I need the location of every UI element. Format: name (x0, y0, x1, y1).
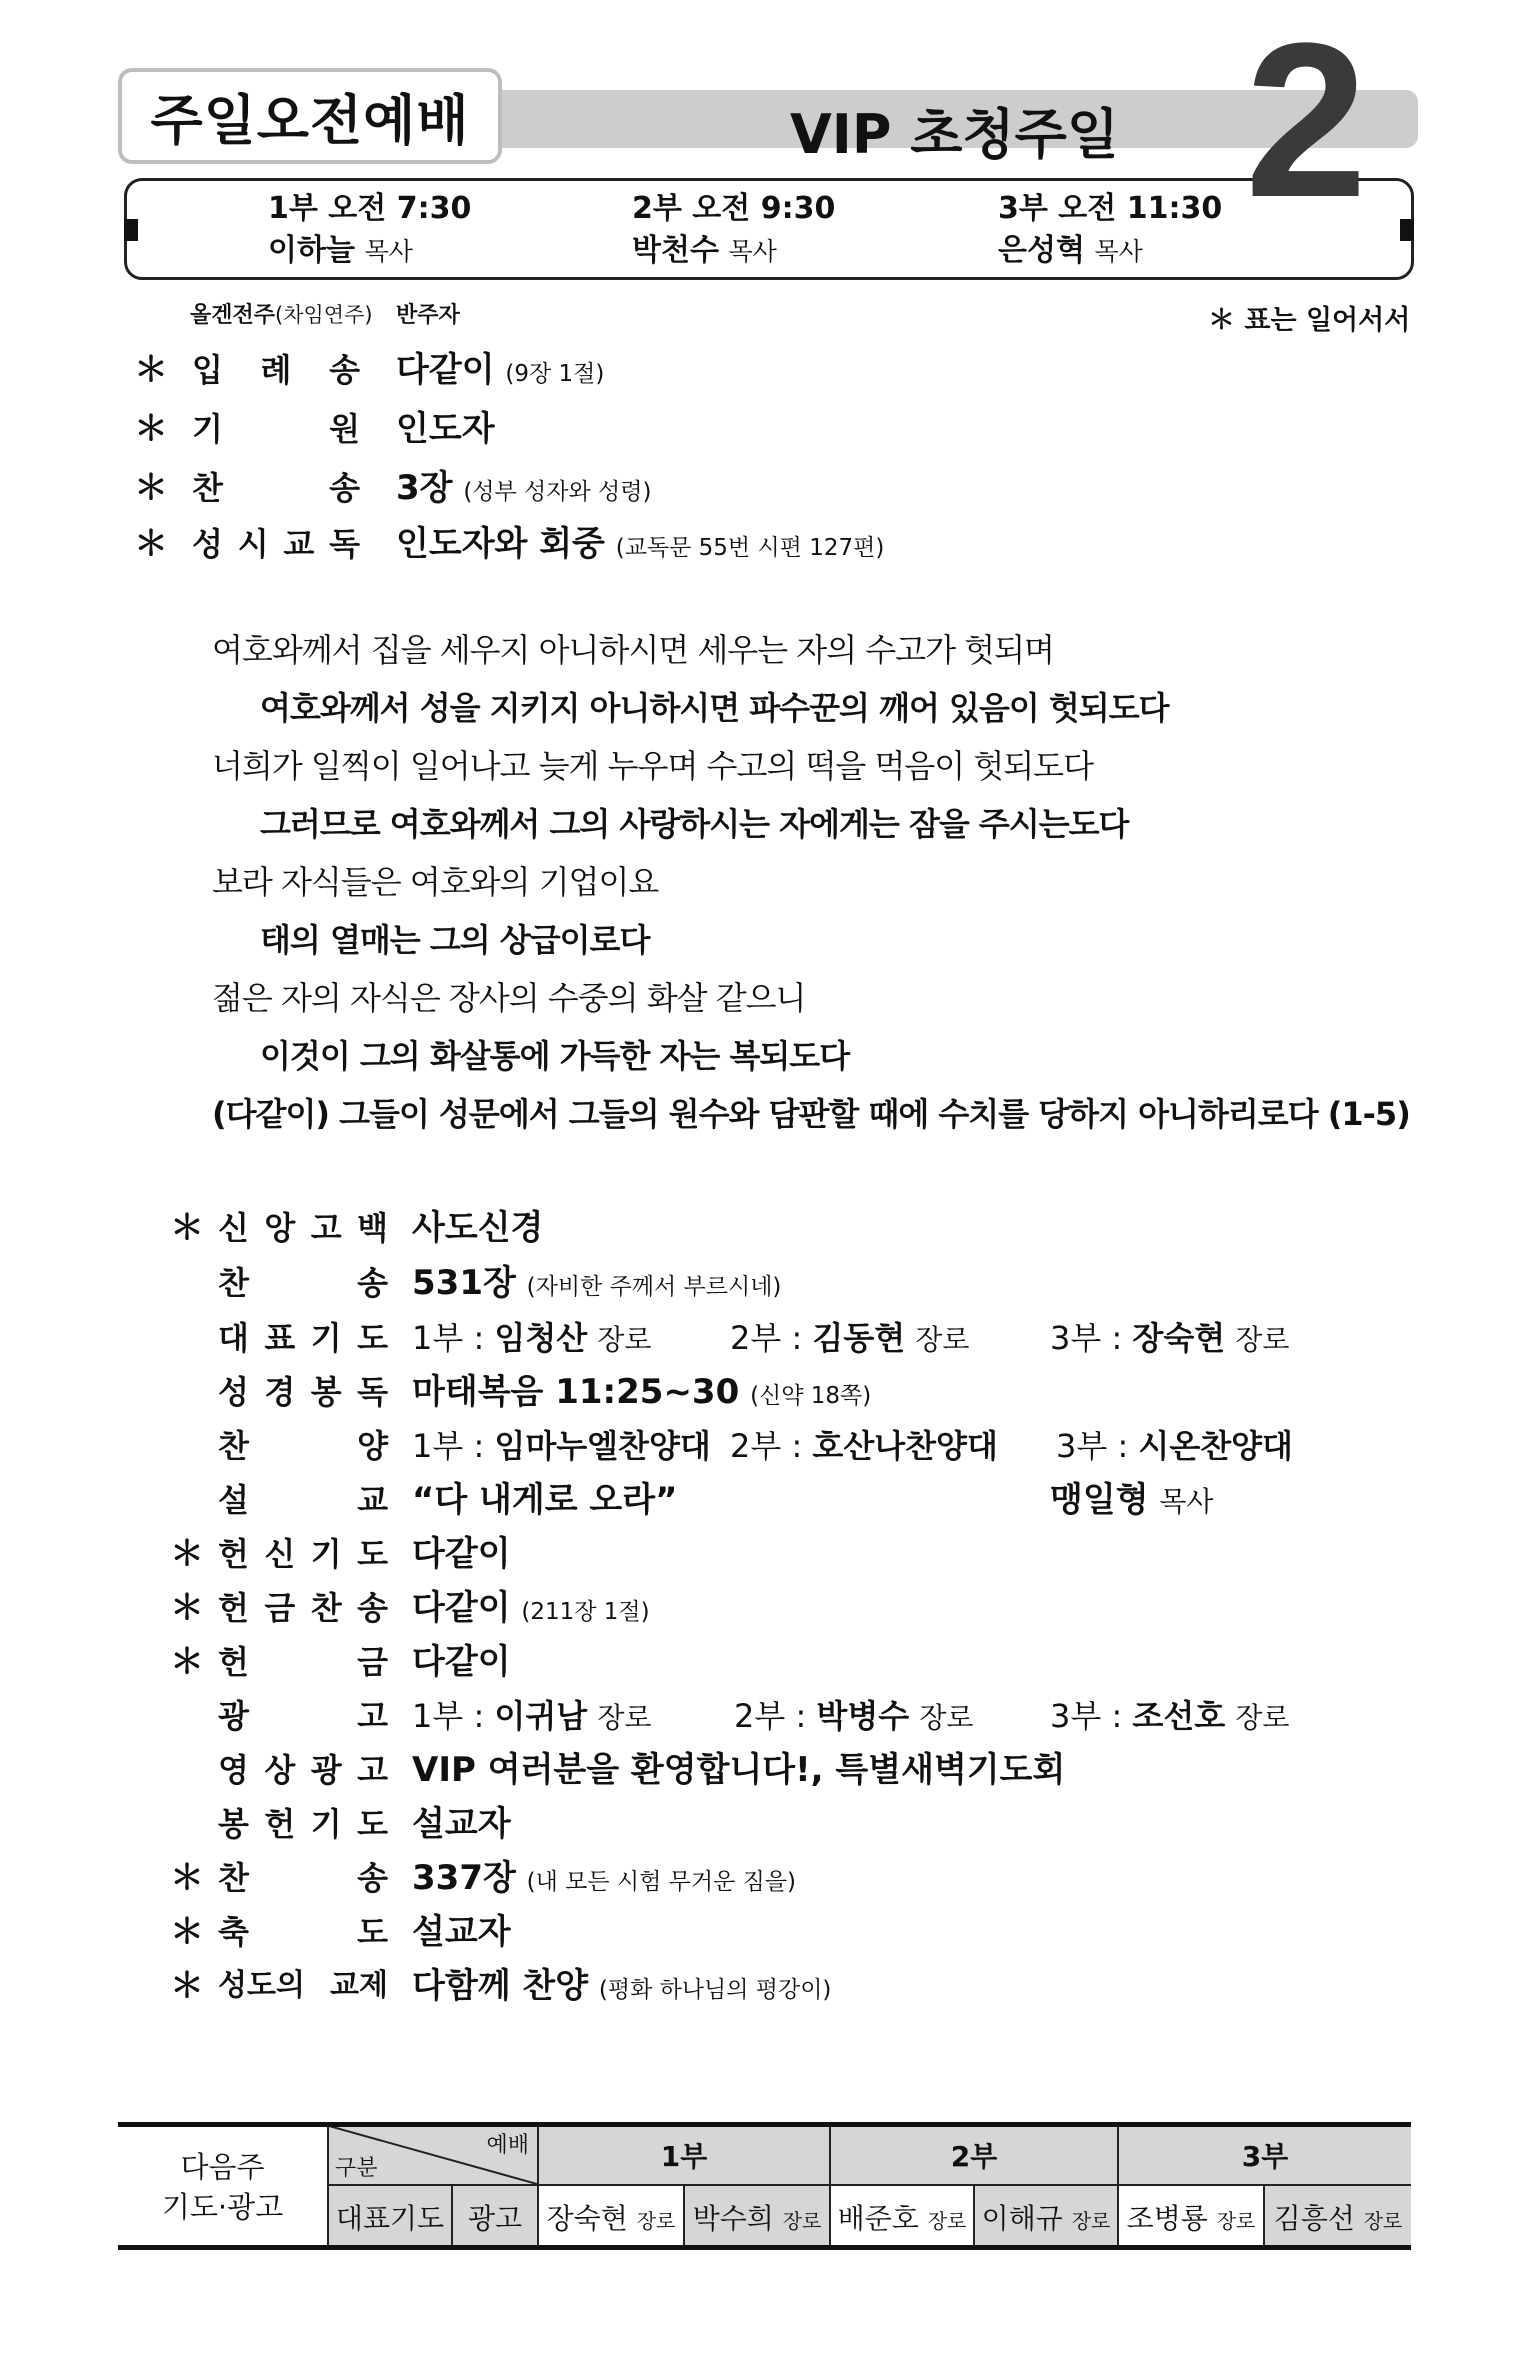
corner-top-label: 예배 (486, 2133, 529, 2158)
stand-star: ＊ (170, 1534, 204, 1574)
stand-star: ＊ (170, 1858, 204, 1898)
row-value: VIP 여러분을 환영합니다!, 특별새벽기도회 (412, 1750, 1066, 1790)
part-2-header: 2부 (830, 2125, 1118, 2185)
stand-star: ＊ (170, 1588, 204, 1628)
row-note: (신약 18쪽) (750, 1383, 872, 1409)
stand-star: ＊ (170, 1208, 204, 1248)
service-time: 3부 오전 11:30 (998, 191, 1223, 226)
page-number: 2 (1245, 0, 1368, 243)
organ-label: 올겐전주 (190, 303, 276, 328)
part-3-header: 3부 (1118, 2125, 1411, 2185)
next-week-table (118, 2124, 1411, 2250)
row-value: 337장 (412, 1858, 516, 1898)
person-cell: 조병룡 장로 (1118, 2185, 1264, 2249)
table-top-rule (118, 2122, 1411, 2127)
psalm-line: 태의 열매는 그의 상급이로다 (260, 921, 650, 959)
person-cell: 배준호 장로 (830, 2185, 974, 2249)
announce-column-label: 광고 (452, 2185, 538, 2249)
part-1-header: 1부 (538, 2125, 830, 2185)
psalm-line: 보라 자식들은 여호와의 기업이요 (212, 863, 659, 901)
stand-star: ＊ (170, 1912, 204, 1952)
preacher-name: 맹일형 (1050, 1480, 1149, 1520)
person-cell: 장숙현 장로 (538, 2185, 684, 2249)
row-value: 인도자와 회중 (396, 524, 605, 564)
psalm-line: 여호와께서 성을 지키지 아니하시면 파수꾼의 깨어 있음이 헛되도다 (260, 689, 1169, 727)
box-marker-right (1400, 219, 1414, 241)
organ-note: (차임연주) (275, 303, 373, 327)
row-value: 마태복음 11:25~30 (412, 1372, 740, 1412)
psalm-line: 여호와께서 집을 세우지 아니하시면 세우는 자의 수고가 헛되며 (212, 631, 1054, 669)
service-time: 1부 오전 7:30 (268, 191, 472, 226)
psalm-line: 이것이 그의 화살통에 가득한 자는 복되도다 (260, 1037, 850, 1075)
row-value: 다같이 (396, 350, 495, 390)
pastor-name: 박천수 (632, 233, 719, 268)
row-note: (9장 1절) (505, 361, 605, 387)
psalm-line: (다같이) 그들이 성문에서 그들의 원수와 담판할 때에 수치를 당하지 아니하리로다 (1-5) (212, 1095, 1410, 1133)
service-1 (268, 188, 471, 273)
row-value: 다같이 (412, 1534, 511, 1574)
person-cell: 박수희 장로 (684, 2185, 830, 2249)
prayer-column-label: 대표기도 (328, 2185, 452, 2249)
organ-prelude-label (190, 298, 373, 329)
person-cell: 김흥선 장로 (1264, 2185, 1411, 2249)
row-value: 사도신경 (412, 1208, 544, 1248)
stand-star: ＊ (170, 1642, 204, 1682)
row-note: (교독문 55번 시편 127편) (615, 535, 885, 561)
page-title: 주일오전예배 (118, 68, 502, 164)
corner-bottom-label: 구분 (335, 2156, 378, 2181)
service-3 (998, 188, 1222, 273)
row-value: 다같이 (412, 1642, 511, 1682)
stand-star: ＊ (134, 468, 168, 508)
sermon-title: “다 내게로 오라” (412, 1480, 678, 1520)
psalm-line: 너희가 일찍이 일어나고 늦게 누우며 수고의 떡을 먹음이 헛되도다 (212, 747, 1094, 785)
row-value: 인도자 (396, 409, 495, 449)
service-2 (632, 188, 835, 273)
service-time: 2부 오전 9:30 (632, 191, 836, 226)
stand-star: ＊ (134, 350, 168, 390)
row-value: 3장 (396, 468, 453, 508)
table-bottom-rule (118, 2245, 1411, 2250)
psalm-line: 젊은 자의 자식은 장사의 수중의 화살 같으니 (212, 979, 806, 1017)
row-value: 다함께 찬양 (412, 1966, 589, 2006)
pastor-role: 목사 (1094, 237, 1143, 266)
row-note: (내 모든 시험 무거운 짐을) (526, 1869, 797, 1895)
box-marker-left (124, 219, 138, 241)
stand-star: ＊ (134, 409, 168, 449)
row-note: (평화 하나님의 평강이) (598, 1977, 832, 2003)
person-cell: 이해규 장로 (974, 2185, 1118, 2249)
psalm-line: 그러므로 여호와께서 그의 사랑하시는 자에게는 잠을 주시는도다 (260, 805, 1129, 843)
row-note: (성부 성자와 성령) (463, 479, 652, 505)
pastor-name: 이하늘 (268, 233, 355, 268)
stand-star: ＊ (170, 1966, 204, 2006)
accompanist-label: 반주자 (396, 303, 460, 328)
page-subtitle: VIP 초청주일 (790, 103, 1119, 166)
row-note: (자비한 주께서 부르시네) (526, 1274, 782, 1300)
row-note: (211장 1절) (521, 1599, 650, 1625)
pastor-name: 은성혁 (998, 233, 1085, 268)
stand-star: ＊ (134, 524, 168, 564)
row-value: 설교자 (412, 1804, 511, 1844)
row-value: 설교자 (412, 1912, 511, 1952)
next-week-label: 다음주 기도·광고 (118, 2125, 328, 2249)
row-value: 531장 (412, 1263, 516, 1303)
row-value: 다같이 (412, 1588, 511, 1628)
pastor-role: 목사 (728, 237, 777, 266)
stand-note: ＊ 표는 일어서서 (1208, 305, 1411, 336)
corner-cell (328, 2125, 538, 2185)
pastor-role: 목사 (364, 237, 413, 266)
